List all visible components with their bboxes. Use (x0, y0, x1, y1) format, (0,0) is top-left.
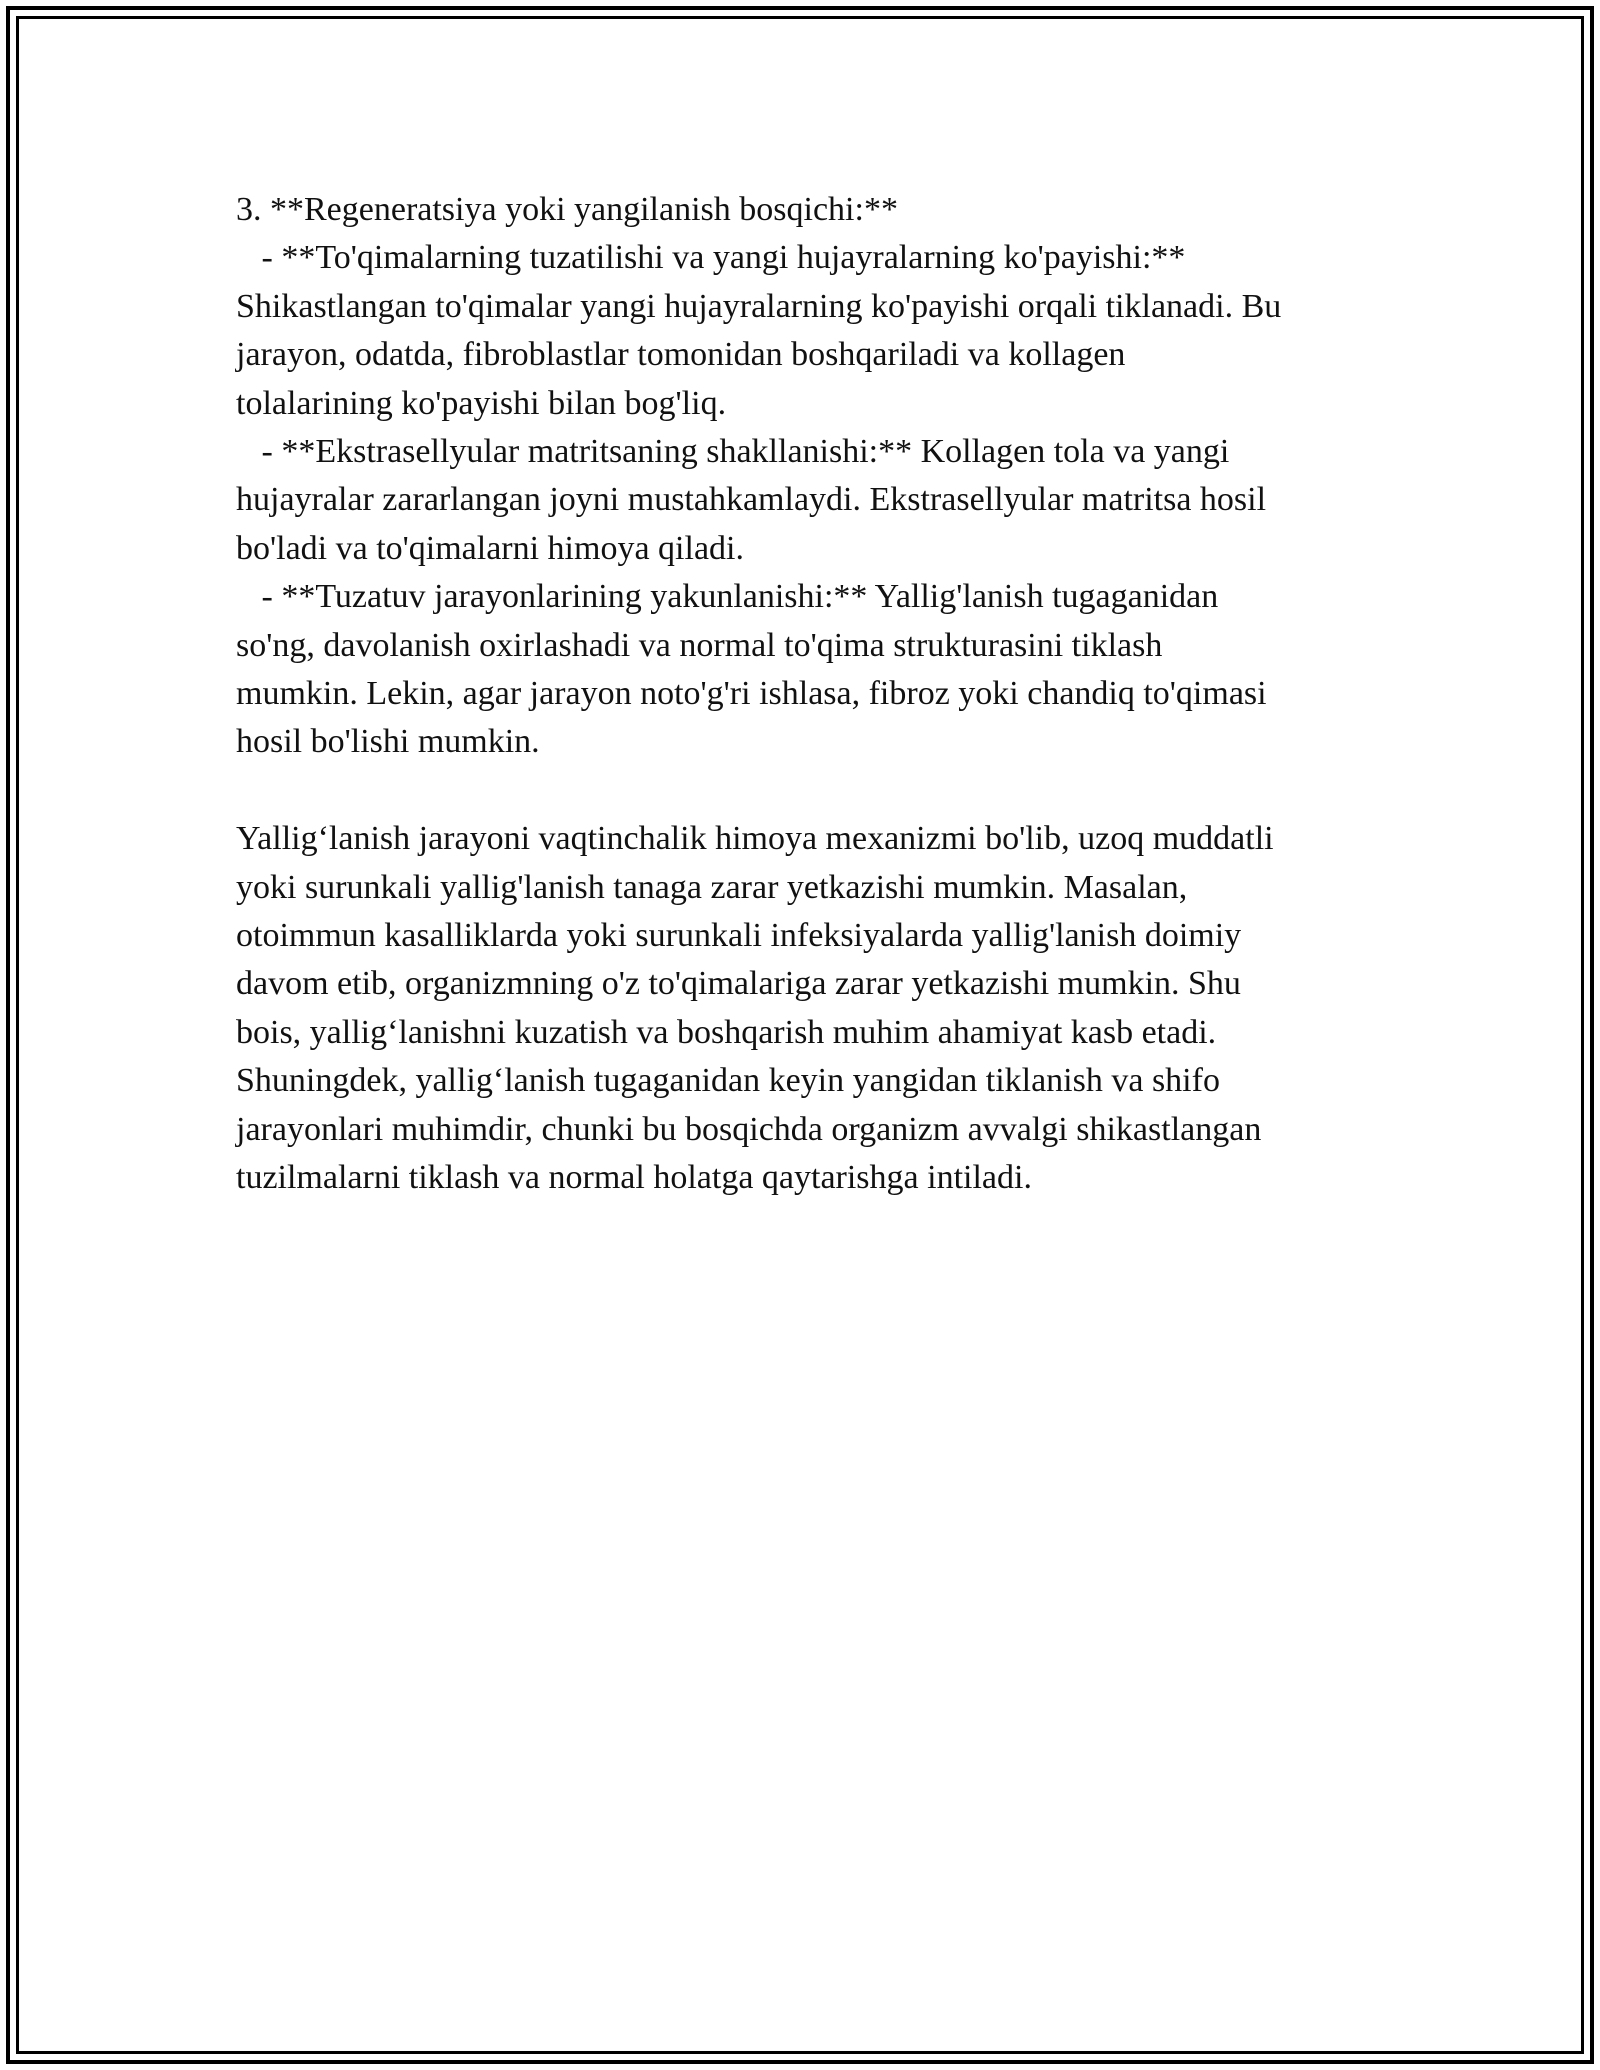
text-line: davom etib, organizmning o'z to'qimalariga zarar yetkazishi mumkin. Shu (236, 965, 1241, 1003)
text-line: so'ng, davolanish oxirlashadi va normal to'qima strukturasini tiklash (236, 626, 1163, 664)
text-line: hujayralar zararlangan joyni mustahkamlaydi. Ekstrasellyular matritsa hosil (236, 481, 1267, 519)
paragraph-gap (236, 767, 1376, 815)
text-line: Yallig‘lanish jarayoni vaqtinchalik himoya mexanizmi bo'lib, uzoq muddatli (236, 820, 1274, 858)
document-body (236, 186, 1376, 1203)
text-line: yoki surunkali yallig'lanish tanaga zarar yetkazishi mumkin. Masalan, (236, 868, 1188, 906)
text-line: jarayon, odatda, fibroblastlar tomonidan boshqariladi va kollagen (236, 336, 1126, 374)
text-line: Shikastlangan to'qimalar yangi hujayralarning ko'payishi orqali tiklanadi. Bu (236, 287, 1282, 325)
text-line: hosil bo'lishi mumkin. (236, 723, 540, 761)
text-line: otoimmun kasalliklarda yoki surunkali infeksiyalarda yallig'lanish doimiy (236, 917, 1242, 955)
text-line: mumkin. Lekin, agar jarayon noto'g'ri ishlasa, fibroz yoki chandiq to'qimasi (236, 675, 1267, 713)
text-line: Shuningdek, yallig‘lanish tugaganidan keyin yangidan tiklanish va shifo (236, 1062, 1220, 1100)
text-line: - **Tuzatuv jarayonlarining yakunlanishi:** Yallig'lanish tugaganidan (236, 578, 1219, 616)
text-line: - **Ekstrasellyular matritsaning shakllanishi:** Kollagen tola va yangi (236, 433, 1230, 471)
regeneration-section (236, 186, 1376, 767)
section-heading: 3. **Regeneratsiya yoki yangilanish bosqichi:** (236, 191, 898, 228)
conclusion-paragraph (236, 815, 1376, 1202)
text-line: bois, yallig‘lanishni kuzatish va boshqarish muhim ahamiyat kasb etadi. (236, 1013, 1217, 1051)
text-line: bo'ladi va to'qimalarni himoya qiladi. (236, 529, 744, 567)
text-line: tolalarining ko'payishi bilan bog'liq. (236, 384, 727, 422)
text-line: tuzilmalarni tiklash va normal holatga qaytarishga intiladi. (236, 1159, 1032, 1197)
text-line: jarayonlari muhimdir, chunki bu bosqichda organizm avvalgi shikastlangan (236, 1110, 1262, 1148)
text-line: - **To'qimalarning tuzatilishi va yangi hujayralarning ko'payishi:** (236, 239, 1186, 277)
